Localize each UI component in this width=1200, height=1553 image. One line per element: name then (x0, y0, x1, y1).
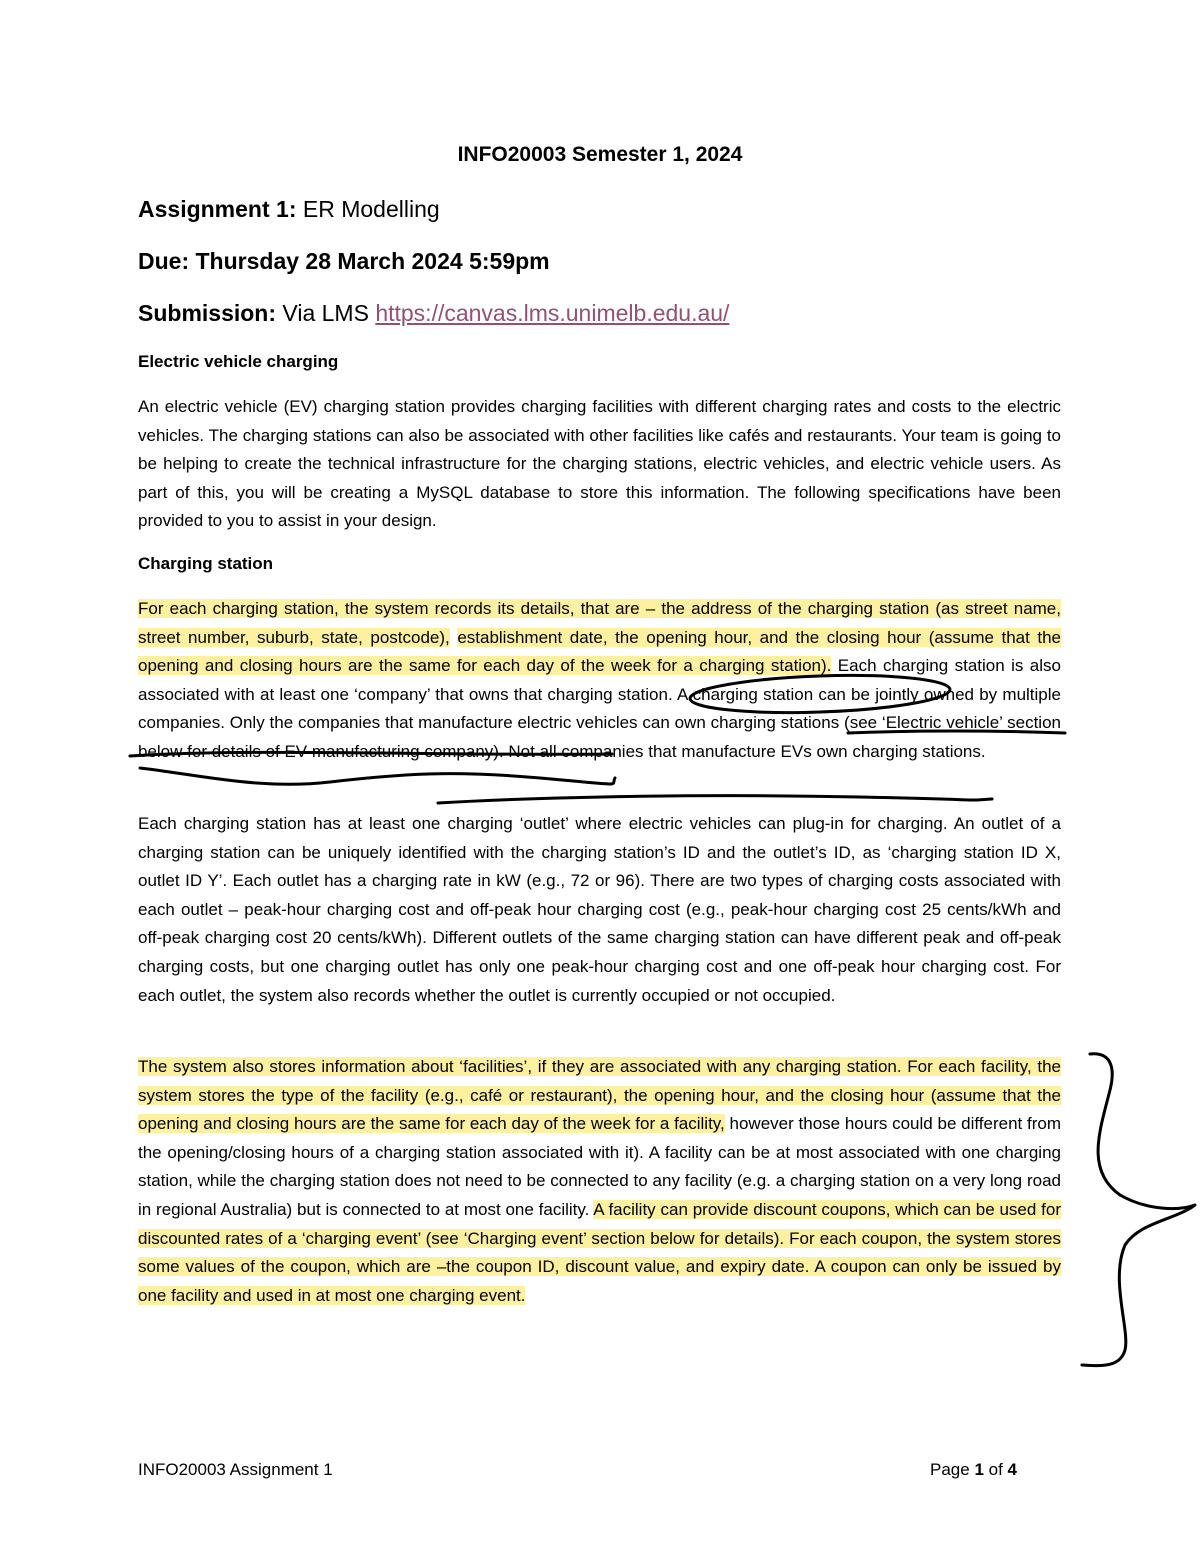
document-title: INFO20003 Semester 1, 2024 (457, 143, 743, 166)
highlight-hours: establishment date, the opening hour, and the closing hour (assume that the opening and closing hours are the same for each day of the week for a charging station). (138, 627, 1061, 676)
ev-heading: Electric vehicle charging (138, 352, 339, 371)
footer-of-word: of (983, 1460, 1008, 1479)
footer-page-word: Page (930, 1460, 975, 1479)
ownership-text: Each charging station is also associated with at least one ‘company’ that owns that charging station. A charging station can be jointly owned by multiple companies. Only the companies that manufacture electric vehicles can own charging stations (see ‘Electric vehicle’ section below for details of EV manufacturing company). Not all companies that manufacture EVs own charging stations. (138, 656, 1061, 761)
facilities-paragraph (138, 1053, 1061, 1310)
ink-brace (1082, 1054, 1195, 1366)
highlight-address: For each charging station, the system records its details, that are – the address of the charging station (as street name, street number, suburb, state, postcode), (138, 599, 1061, 647)
highlight-facilities: The system also stores information about ‘facilities’, if they are associated with any charging station. For each facility, the system stores the type of the facility (e.g., café or restaurant), the opening hour, and the closing hour (assume that the opening and closing hours are the same for each day of the week for a facility, (138, 1057, 1061, 1134)
charging-station-paragraph-1 (138, 595, 1061, 767)
due-label: Due: Thursday 28 March 2024 5:59pm (138, 248, 550, 274)
highlight-coupons: A facility can provide discount coupons, which can be used for discounted rates of a ‘charging event’ (see ‘Charging event’ section below for details). For each coupon, the system stores some values of the coupon, which are –the coupon ID, discount value, and expiry date. A coupon can only be issued by one facility and used in at most one charging event. (138, 1199, 1061, 1305)
assignment-label: Assignment 1: (138, 196, 297, 222)
ink-wave-line (140, 768, 615, 784)
submission-link[interactable]: https://canvas.lms.unimelb.edu.au/ (375, 300, 730, 326)
due-line (138, 248, 550, 275)
footer-page-total: 4 (1007, 1460, 1017, 1479)
submission-line (138, 300, 729, 327)
assignment-line (138, 196, 440, 223)
facilities-mid-text: however those hours could be different from the opening/closing hours of a charging station associated with it). A facility can be at most associated with one charging station, while the charging station does not need to be connected to any facility (e.g. a charging station on a very long road in regional Australia) but is connected to at most one facility. (138, 1114, 1061, 1219)
ev-intro-paragraph: An electric vehicle (EV) charging station provides charging facilities with different charging rates and costs to the electric vehicles. The charging stations can also be associated with other facilities like cafés and restaurants. Your team is going to be helping to create the technical infrastructure for the charging stations, electric vehicles, and electric vehicle users. As part of this, you will be creating a MySQL database to store this information. The following specifications have been provided to you to assist in your design. (138, 397, 1061, 531)
footer-left: INFO20003 Assignment 1 (138, 1460, 333, 1479)
charging-station-heading: Charging station (138, 554, 274, 573)
outlet-paragraph: Each charging station has at least one charging ‘outlet’ where electric vehicles can plug-in for charging. An outlet of a charging station can be uniquely identified with the charging station’s ID and the outlet’s ID, as ‘charging station ID X, outlet ID Y’. Each outlet has a charging rate in kW (e.g., 72 or 96). There are two types of charging costs associated with each outlet – peak-hour charging cost and off-peak hour charging cost (e.g., peak-hour charging cost 25 cents/kWh and off-peak charging cost 20 cents/kWh). Different outlets of the same charging station can have different peak and off-peak charging costs, but one charging outlet has only one peak-hour charging cost and one off-peak hour charging cost. For each outlet, the system also records whether the outlet is currently occupied or not occupied. (138, 814, 1061, 1005)
footer-page-number (930, 1460, 1017, 1480)
assignment-value: ER Modelling (296, 196, 440, 222)
submission-value: Via LMS (276, 300, 376, 326)
footer-page-num: 1 (974, 1460, 984, 1479)
ink-underline-not-all (438, 796, 992, 803)
submission-label: Submission: (138, 300, 277, 326)
